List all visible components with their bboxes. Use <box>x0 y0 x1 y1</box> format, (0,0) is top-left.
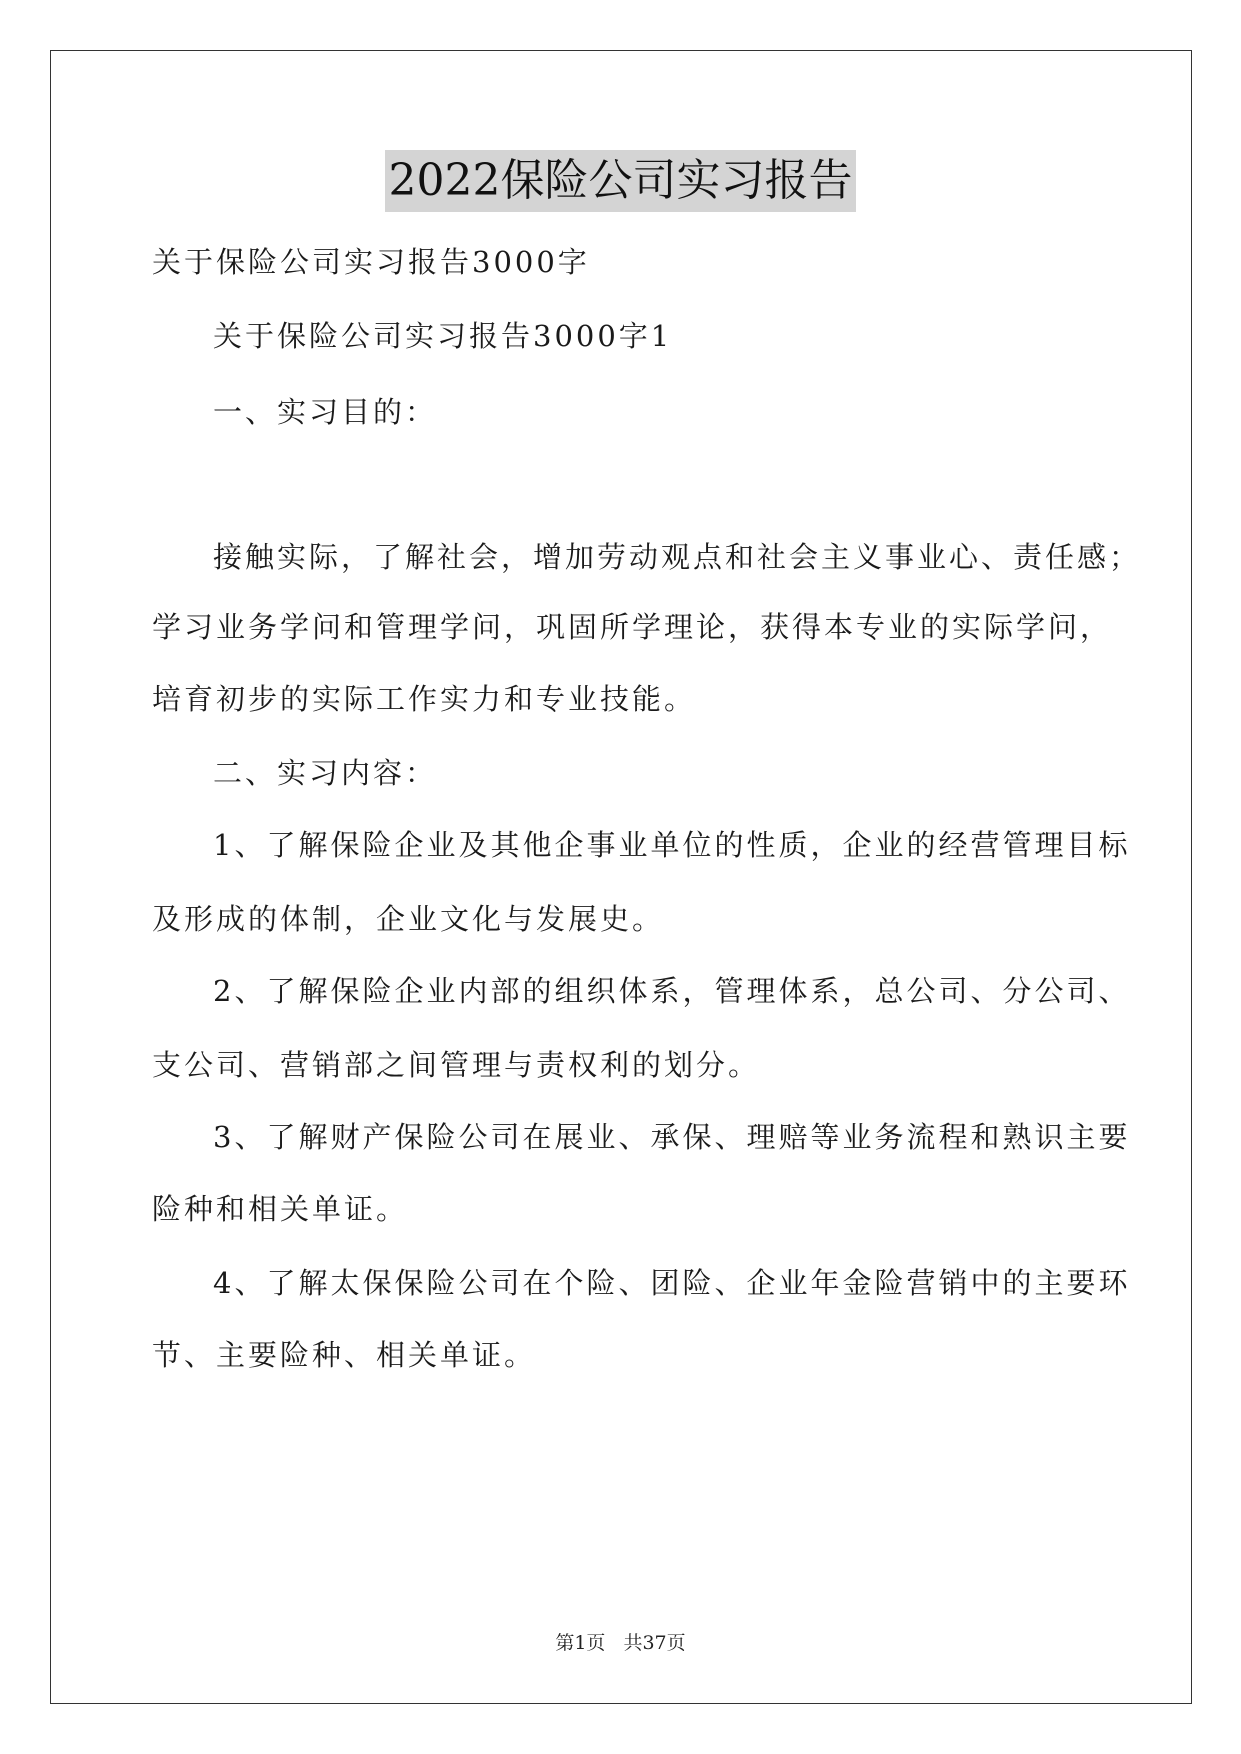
item-2-line-1: 2、了解保险企业内部的组织体系，管理体系，总公司、分公司、 <box>213 974 1131 1008</box>
page-border <box>50 50 1192 1704</box>
document-title: 2022保险公司实习报告 <box>385 150 857 212</box>
item-4-line-2: 节、主要险种、相关单证。 <box>152 1338 537 1372</box>
title-container <box>0 150 1241 212</box>
item-2-line-2: 支公司、营销部之间管理与责权利的划分。 <box>152 1048 761 1082</box>
page-number-total: 共37页 <box>623 1632 686 1654</box>
section-title: 关于保险公司实习报告3000字1 <box>213 319 673 353</box>
purpose-line-1: 接触实际，了解社会，增加劳动观点和社会主义事业心、责任感； <box>213 540 1142 574</box>
item-3-line-1: 3、了解财产保险公司在展业、承保、理赔等业务流程和熟识主要 <box>213 1120 1131 1154</box>
item-3-line-2: 险种和相关单证。 <box>152 1192 409 1226</box>
item-1-line-1: 1、了解保险企业及其他企事业单位的性质，企业的经营管理目标 <box>213 828 1131 862</box>
purpose-line-3: 培育初步的实际工作实力和专业技能。 <box>152 682 697 716</box>
item-4-line-1: 4、了解太保保险公司在个险、团险、企业年金险营销中的主要环 <box>213 1266 1131 1300</box>
subtitle: 关于保险公司实习报告3000字 <box>152 245 590 279</box>
heading-content: 二、实习内容： <box>213 756 438 790</box>
heading-purpose: 一、实习目的： <box>213 395 438 429</box>
page-footer <box>0 1628 1241 1655</box>
purpose-line-2: 学习业务学问和管理学问，巩固所学理论，获得本专业的实际学问， <box>152 610 1113 644</box>
page-number-current: 第1页 <box>555 1632 606 1654</box>
item-1-line-2: 及形成的体制，企业文化与发展史。 <box>152 902 665 936</box>
